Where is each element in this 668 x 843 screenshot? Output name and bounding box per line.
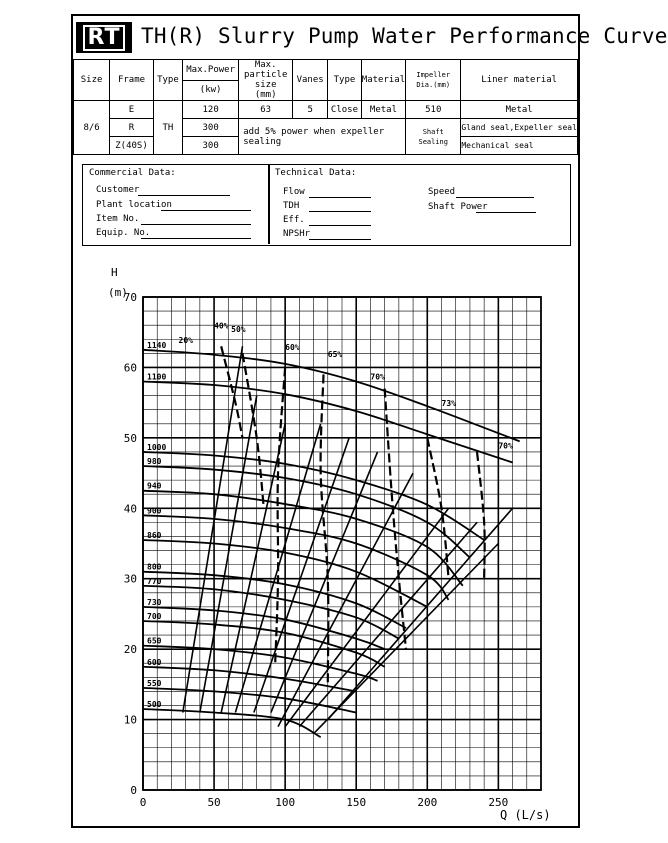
max-power-e: 120 (183, 101, 239, 119)
item-no-label: Item No. (96, 214, 140, 224)
y-axis-label: H (111, 266, 118, 279)
efficiency-curve (243, 353, 264, 508)
x-tick-label: 100 (275, 796, 296, 809)
header-max-power-unit: (kw) (183, 80, 239, 101)
efficiency-curve (477, 452, 485, 579)
max-power-z: 300 (183, 137, 239, 155)
frame-z: Z(40S) (110, 137, 154, 155)
speed-label: Speed (428, 187, 456, 197)
characteristic-line (299, 522, 477, 726)
rpm-label: 1100 (147, 372, 167, 382)
y-tick-label: 70 (123, 291, 137, 304)
impeller-dia-value: 510 (406, 101, 461, 119)
x-tick-label: 250 (488, 796, 509, 809)
efficiency-label: 65% (327, 349, 343, 359)
rpm-label: 800 (147, 562, 162, 572)
y-tick-label: 20 (123, 643, 137, 657)
y-tick-label: 60 (123, 361, 137, 375)
rpm-label: 980 (147, 457, 162, 467)
frame-e: E (110, 101, 154, 119)
efficiency-label: 70% (498, 441, 513, 451)
technical-heading: Technical Data: (275, 168, 357, 178)
header-max-power: Max.Power (183, 60, 239, 81)
rpm-label: 600 (147, 657, 162, 667)
type-value: TH (153, 101, 182, 155)
y-axis-unit: (m) (108, 286, 128, 299)
efficiency-label: 50% (231, 325, 246, 335)
efficiency-label: 20% (178, 335, 193, 345)
rpm-label: 940 (147, 481, 162, 491)
rpm-label: 700 (147, 611, 162, 621)
shaft-sealing-mechanical: Mechanical seal (461, 137, 578, 155)
max-particle-value: 63 (239, 101, 293, 119)
efficiency-label: 70% (370, 372, 385, 382)
header-frame: Frame (110, 60, 154, 101)
y-tick-label: 0 (130, 784, 137, 797)
tdh-label: TDH (283, 201, 300, 211)
y-tick-label: 40 (123, 502, 137, 516)
shaft-sealing-label: Shaft Sealing (406, 119, 461, 155)
commercial-heading: Commercial Data: (89, 168, 176, 178)
rpm-label: 770 (147, 576, 162, 586)
rpm-label: 550 (147, 678, 162, 688)
x-tick-label: 200 (417, 796, 438, 809)
frame-r: R (110, 119, 154, 137)
characteristic-line (221, 424, 285, 713)
npshr-label: NPSHr (283, 229, 311, 239)
rpm-label: 900 (147, 506, 162, 516)
equip-no-label: Equip. No. (96, 228, 151, 238)
efficiency-label: 40% (214, 321, 229, 331)
x-tick-label: 150 (346, 796, 367, 809)
header-size: Size (74, 60, 110, 101)
flow-label: Flow (283, 187, 305, 197)
header-material: Material (361, 60, 405, 101)
material-value: Metal (361, 101, 405, 119)
head-curve (143, 667, 356, 692)
header-vane-type: Type (328, 60, 362, 101)
y-tick-label: 30 (123, 572, 137, 586)
shaft-power-label: Shaft Power (428, 202, 488, 212)
rpm-label: 860 (147, 530, 162, 540)
liner-material-value: Metal (461, 101, 578, 119)
expeller-note: add 5% power when expeller sealing (239, 119, 406, 155)
rpm-label: 650 (147, 636, 162, 646)
header-liner-material: Liner material (461, 60, 578, 101)
efficiency-label: 73% (441, 399, 456, 409)
x-tick-label: 0 (139, 796, 147, 809)
plant-location-label: Plant location (96, 200, 172, 210)
head-curve (143, 621, 385, 667)
shaft-sealing-gland: Gland seal,Expeller seal (461, 119, 578, 137)
rpm-label: 1140 (147, 340, 167, 350)
y-tick-label: 10 (123, 713, 137, 727)
head-curve (143, 709, 321, 737)
eff-label: Eff. (283, 215, 305, 225)
logo-text: RT (83, 25, 126, 51)
rpm-label: 730 (147, 597, 162, 607)
efficiency-label: 60% (285, 342, 300, 352)
characteristic-line (254, 438, 349, 713)
header-type: Type (153, 60, 182, 101)
rpm-label: 1000 (147, 442, 167, 452)
rpm-label: 500 (147, 700, 162, 710)
header-vanes: Vanes (293, 60, 328, 101)
customer-label: Customer (96, 185, 140, 195)
y-tick-label: 50 (123, 431, 137, 445)
page-title: TH(R) Slurry Pump Water Performance Curve (141, 24, 668, 48)
header-max-particle: Max. particle size (mm) (239, 60, 293, 101)
vanes-value: 5 (293, 101, 328, 119)
max-power-r: 300 (183, 119, 239, 137)
x-tick-label: 50 (207, 796, 221, 809)
x-axis-label: Q (L/s) (500, 808, 551, 822)
vane-type-value: Close (328, 101, 362, 119)
size-value: 8/6 (74, 101, 110, 155)
efficiency-curve (221, 346, 242, 438)
header-impeller-dia: Impeller Dia.(mm) (406, 60, 461, 101)
